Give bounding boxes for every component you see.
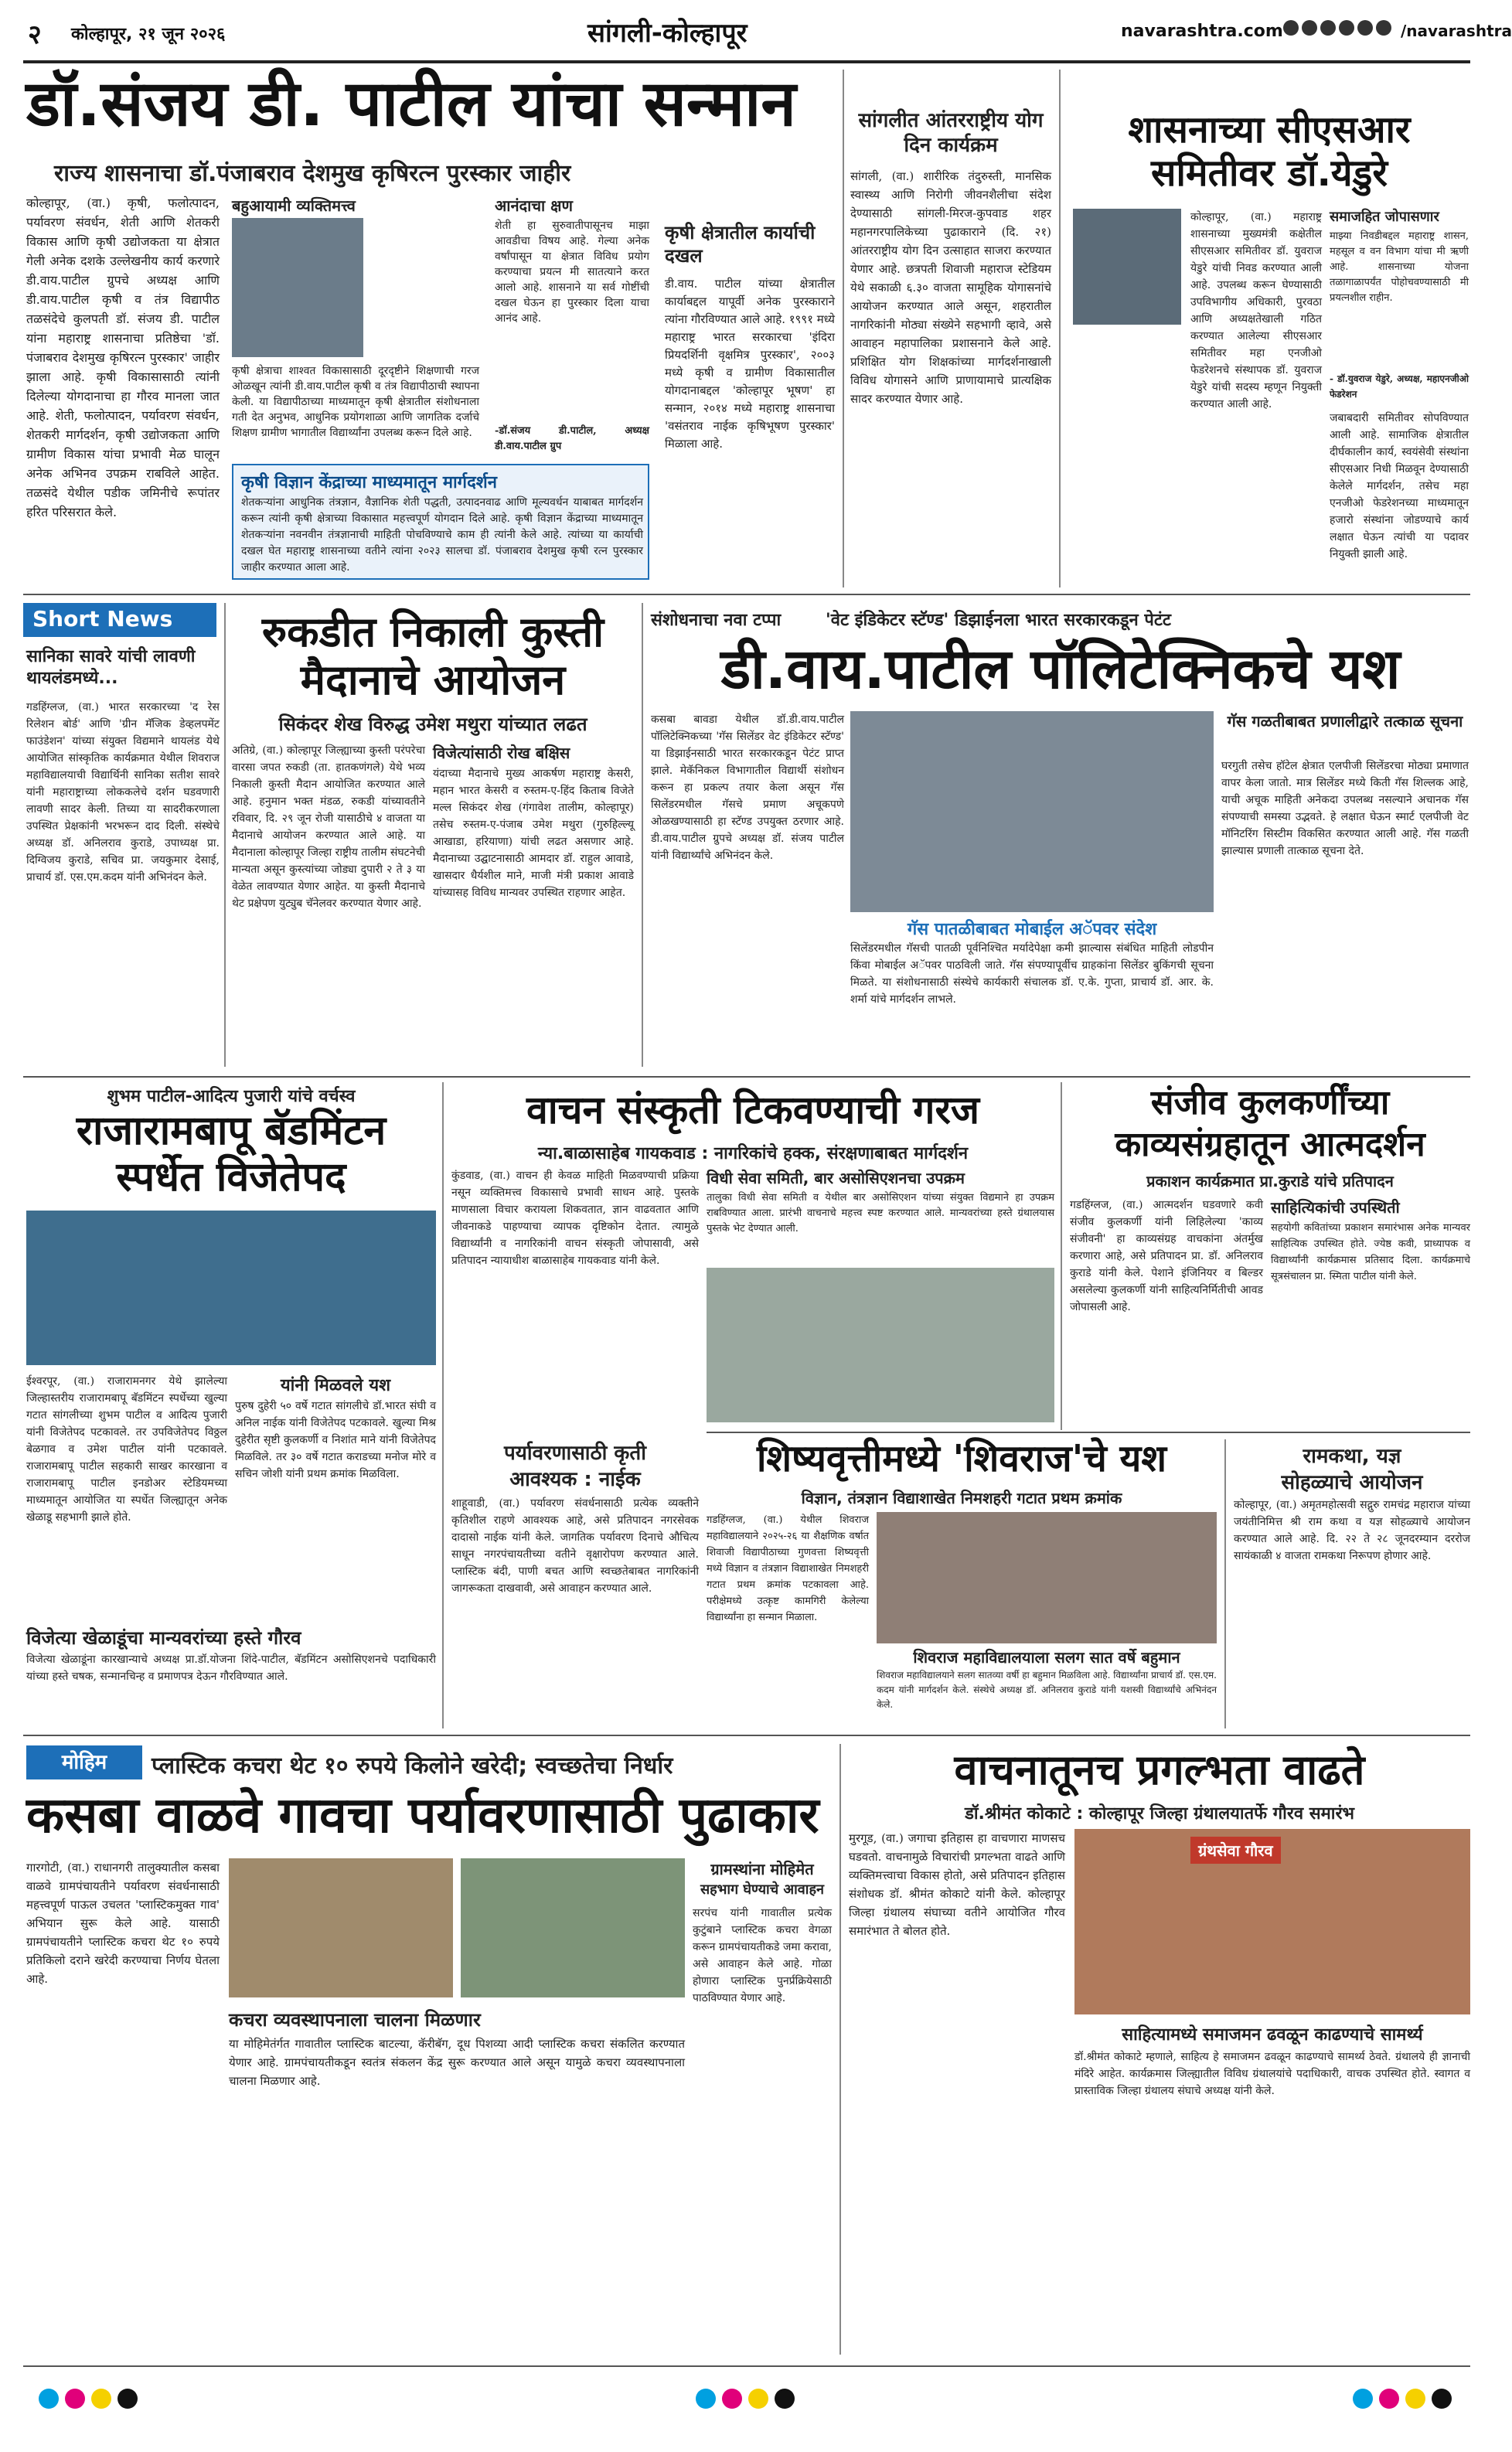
a6-title-line2: स्पर्धेत विजेतेपद [116,1154,346,1200]
divider [642,603,643,1067]
a6-body: ईश्वरपूर, (वा.) राजारामनगर येथे झालेल्या जिल्हास्तरीय राजारामबापू बॅडमिंटन स्पर्धेच्या खुल्या गटात सांगलीच्या शुभम पाटील व आदित्य पुजारी यांनी विजेतेपद पटकावले. तर उपविजेतेपद विठ्ठल बेळगाव व उमेश पाटील यांनी पटकावले. राजारामबापू पाटील सहकारी साखर कारखाना व राजारामबापू पाटील इनडोअर स्टेडियमच्या माध्यमातून आयोजित या स्पर्धेत जिल्ह्यातून अनेक खेळाडू सहभागी झाले होते. [26,1375,227,1524]
a10-photo-right [461,1858,685,1997]
a8-sub-title-line1: रामकथा, यज्ञ [1303,1445,1401,1468]
youtube-icon[interactable] [1357,20,1373,36]
a4-body: अतिग्रे, (वा.) कोल्हापूर जिल्ह्याच्या कुस्ती परंपरेचा वारसा जपत रुकडी (ता. हातकणंगले) येथे भव्य निकाली कुस्ती मैदान आयोजित करण्यात आले आहे. हनुमान भक्त मंडळ, रुकडी यांच्यावतीने रविवार, दि. २९ जून रोजी यासाठीचे ४ वाजता या मैदानाचे आयोजन करण्यात आले आहे. या मैदानाला कोल्हापूर जिल्हा राष्ट्रीय तालीम संघटनेची मान्यता असून कुस्त्यांच्या जोड्या दुपारी २ ते ३ या वेळेत लावण्यात येणार आहेत. या कुस्ती मैदानाचे थेट प्रक्षेपण युट्युब चॅनेलवर करण्यात येणार आहे. [232,744,425,910]
social-handle: /navarashtra [1401,22,1512,40]
a3-title: शासनाच्या सीएसआर समितीवर डॉ.येडुरे [1128,108,1411,195]
a9-caption-body: शिवराज महाविद्यालयाने सलग सातव्या वर्षी हा बहुमान मिळविला आहे. विद्यार्थ्यांना प्राचार्य डॉ. एस.एम. कदम यांनी मार्गदर्शन केले. संस्थेचे अध्यक्ष डॉ. अनिलराव कुराडे यांनी यशस्वी विद्यार्थ्यांचे अभिनंदन केले. [877,1670,1217,1710]
short-news-title: सानिका सावरे यांची लावणी थायलंडमध्ये... [26,647,196,688]
cyan-mark [1353,2389,1373,2409]
instagram-icon[interactable] [1320,20,1336,36]
registration-marks-center [696,2389,801,2412]
divider [1059,70,1061,587]
section-rule [23,1735,1470,1736]
a11-body: मुरगूड, (वा.) जगाचा इतिहास हा वाचणारा माणसच घडवतो. वाचनामुळे विचारांची प्रगल्भता वाढते आणि व्यक्तिमत्त्वाचा विकास होतो, असे प्रतिपादन इतिहास संशोधक डॉ. श्रीमंत कोकाटे यांनी केले. कोल्हापूर जिल्हा ग्रंथालय संघाच्या वतीने आयोजित गौरव समारंभात ते बोलत होते. [849,1831,1065,1938]
a10-banner: प्लास्टिक कचरा थेट १० रुपये किलोने खरेदी; स्वच्छतेचा निर्धार [152,1752,673,1779]
a7-box-body: तालुका विधी सेवा समिती व येथील बार असोसिएशन यांच्या संयुक्त विद्यमाने हा उपक्रम राबविण्यात आला. प्रारंभी वाचनाचे महत्त्व स्पष्ट करण्यात आले. मान्यवरांच्या हस्ते ग्रंथालयास पुस्तके भेट देण्यात आली. [707,1192,1054,1235]
a1-portrait-photo [232,218,363,357]
a8-sub-title-line2: सोहळ्याचे आयोजन [1281,1471,1423,1494]
registration-marks-left [39,2389,144,2412]
a4-subtitle: सिकंदर शेख विरुद्ध उमेश मथुरा यांच्यात लढत [278,713,587,735]
a10-title: कसबा वाळवे गावचा पर्यावरणासाठी पुढाकार [26,1787,819,1844]
a3-quote-sign: - डॉ.युवराज येडुरे, अध्यक्ष, महाएनजीओ फेडरेशन [1330,373,1469,400]
yellow-mark [748,2389,768,2409]
section-rule [23,1076,1470,1078]
a1-col3-heading: आनंदाचा क्षण [495,196,573,215]
telegram-icon[interactable] [1339,20,1354,36]
a11-title: वाचनातूनच प्रगल्भता वाढते [954,1745,1365,1794]
a5-title: डी.वाय.पाटील पॉलिटेक्निकचे यश [720,636,1401,701]
a4-box-heading: विजेत्यांसाठी रोख बक्षिस [433,744,570,762]
a5-photo-caption: गॅस पातळीबाबत मोबाईल अॅपवर संदेश [907,920,1157,939]
a5-kicker: संशोधनाचा नवा टप्पा [651,611,782,630]
a9-title: शिष्यवृत्तीमध्ये 'शिवराज'चे यश [756,1437,1167,1480]
page-number: २ [28,19,42,50]
a8-sub-body: कोल्हापूर, (वा.) अमृतमहोत्सवी सद्गुरु रामचंद्र महाराज यांच्या जयंतीनिमित्त श्री राम कथा व यज्ञ सोहळ्याचे आयोजन करण्यात आले आहे. दि. २२ ते २८ जूनदरम्यान दररोज सायंकाळी ४ वाजता रामकथा निरूपण होणार आहे. [1234,1499,1470,1562]
a8-subtitle: प्रकाशन कार्यक्रमात प्रा.कुराडे यांचे प्रतिपादन [1146,1172,1394,1190]
a11-box-heading: साहित्यामध्ये समाजमन ढवळून काढण्याचे सामर्थ्य [1122,2025,1423,2045]
a10-box-heading-line2: सहभाग घेण्याचे आवाहन [700,1882,825,1898]
a1-col2-body: कृषी क्षेत्राचा शाश्वत विकासासाठी दूरदृष्टीने शिक्षणाची गरज ओळखून त्यांनी डी.वाय.पाटील कृषी व तंत्र विद्यापीठाची स्थापना केली. या विद्यापीठाच्या माध्यमातून कृषी क्षेत्रातील संशोधनाला गती देत अनुभव, आधुनिक प्रयोगशाळा आणि जागतिक दर्जाचे शिक्षण ग्रामीण भागातील विद्यार्थ्यांना उपलब्ध करून दिले आहे. [232,365,479,439]
a7-event-photo [707,1268,1054,1422]
divider [1224,1439,1226,1728]
a7-sub-heading-line1: पर्यावरणासाठी कृती [504,1442,646,1465]
a9-photo-caption: शिवराज महाविद्यालयाला सलग सात वर्षे बहुमान [913,1648,1180,1667]
a5-photo-caption-body: सिलेंडरमधील गॅसची पातळी पूर्वनिश्चित मर्यादेपेक्षा कमी झाल्यास संबंधित माहिती लोडपीन किंवा मोबाईल अॅपवर पाठविली जाते. गॅस संपण्यापूर्वीच ग्राहकांना सिलेंडर बुकिंगची सूचना मिळते. या संशोधनासाठी संस्थेचे कार्यकारी संचालक डॉ. ए.के. गुप्ता, प्राचार्य डॉ. आर. के. शर्मा यांचे मार्गदर्शन लाभले. [850,942,1214,1006]
short-news-body: गडहिंग्लज, (वा.) भारत सरकारच्या 'द रेस रिलेशन बोर्ड' आणि 'ग्रीन मॅजिक डेव्हलपमेंट फाउंडेशन' यांच्या संयुक्त विद्यमाने थायलंड येथे आयोजित सांस्कृतिक कार्यक्रमात येथील शिवराज महाविद्यालयाची विद्यार्थिनी सानिका सतीश सावरे यांनी महाराष्ट्राच्या लोककलेचे दर्शन घडवणारी लावणी सादर केली. तिच्या या सादरीकरणाला उपस्थित प्रेक्षकांनी भरभरून दाद दिली. संस्थेचे अध्यक्ष डॉ. अनिलराव कुराडे, उपाध्यक्ष प्रा. दिग्विजय कुराडे, सचिव प्रा. जयकुमार देसाई, प्राचार्य डॉ. एस.एम.कदम यांनी अभिनंदन केले. [26,701,220,884]
a1-body: कोल्हापूर, (वा.) कृषी, फलोत्पादन, पर्यावरण संवर्धन, शेती आणि शेतकरी विकास आणि कृषी उद्योजकता या क्षेत्रात गेली अनेक दशके उल्लेखनीय कार्य करणारे डी.वाय.पाटील ग्रुपचे अध्यक्ष आणि डी.वाय.पाटील कृषी व तंत्र विद्यापीठ तळसंदेचे कुलपती डॉ. संजय डी. पाटील यांना महाराष्ट्र शासनाचा प्रतिष्ठेचा 'डॉ. पंजाबराव देशमुख कृषिरत्न पुरस्कार' जाहीर झाला आहे. कृषी विकासासाठी त्यांनी दिलेल्या योगदानाचा हा गौरव मानला जात आहे. शेती, फलोत्पादन, पर्यावरण संवर्धन, शेतकरी मार्गदर्शन, कृषी उद्योजकता आणि ग्रामीण विकास यांचा प्रभावी मेळ घालून अनेक अभिनव उपक्रम राबविले आहेत. तळसंदे येथील पडीक जमिनीचे रूपांतर हरित परिसरात केले. [26,196,220,519]
a9-body: गडहिंग्लज, (वा.) येथील शिवराज महाविद्यालयाने २०२५-२६ या शैक्षणिक वर्षात शिवाजी विद्यापीठाच्या गुणवत्ता शिष्यवृत्ती मध्ये विज्ञान व तंत्रज्ञान विद्याशाखेत निमशहरी गटात प्रथम क्रमांक पटकावला आहे. परीक्षेमध्ये उत्कृष्ट कामगिरी केलेल्या विद्यार्थ्यांना हा सन्मान मिळाला. [707,1514,869,1623]
a1-col2-heading: बहुआयामी व्यक्तिमत्त्व [232,196,356,215]
a8-title-line1: संजीव कुलकर्णींच्या [1150,1083,1390,1122]
a1-col3-quote: शेती हा सुरुवातीपासूनच माझा आवडीचा विषय आहे. गेल्या अनेक वर्षांपासून या क्षेत्रात विविध प्रयोग करण्याचा प्रयत्न मी सातत्याने करत आलो आहे. शासनाने या सर्व गोष्टींची दखल घेऊन हा पुरस्कार दिला याचा आनंद आहे. [495,220,649,325]
social-icons [1283,20,1395,39]
a6-winners-body: पुरुष दुहेरी ५० वर्षे गटात सांगलीचे डॉ.भारत संघी व अनिल नाईक यांनी विजेतेपद पटकावले. खुल्या मिश्र दुहेरीत सृष्टी कुलकर्णी व निशांत माने यांनी विजेतेपद मिळविले. तर ३० वर्षे गटात कराडच्या मनोज मोरे व सचिन जोशी यांनी प्रथम क्रमांक मिळविला. [235,1400,436,1480]
a3-kicker: समाजहित जोपासणार [1330,209,1439,225]
section-rule [707,1432,1470,1433]
footer-rule [23,2365,1470,2367]
a3-body2: जबाबदारी समितीवर सोपविण्यात आली आहे. सामाजिक क्षेत्रातील दीर्घकालीन कार्य, स्वयंसेवी संस्थांना सीएसआर निधी मिळवून देण्यासाठी केलेले मार्गदर्शन, तसेच महा एनजीओ फेडरेशनच्या माध्यमातून हजारो संस्थांना जोडण्याचे कार्य लक्षात घेऊन त्यांची या पदावर नियुक्ती झाली आहे. [1330,412,1469,560]
a5-body: कसबा बावडा येथील डॉ.डी.वाय.पाटील पॉलिटेक्निकच्या 'गॅस सिलेंडर वेट इंडिकेटर स्टॅण्ड' या डिझाईनसाठी भारत सरकारकडून पेटंट प्राप्त झाले. मेकॅनिकल विभागातील विद्यार्थी संशोधन करून हा प्रकल्प तयार केला असून गॅस सिलेंडरमधील गॅसचे प्रमाण अचूकपणे ओळखण्यासाठी हा स्टॅण्ड उपयुक्त ठरणार आहे. डी.वाय.पाटील ग्रुपचे अध्यक्ष डॉ. संजय पाटील यांनी विद्यार्थ्यांचे अभिनंदन केले. [651,713,844,862]
twitter-icon[interactable] [1302,20,1317,36]
a10-box-heading-line1: ग्रामस्थांना मोहिमेत [710,1860,814,1878]
a1-banner [232,464,649,580]
a5-group-photo [850,711,1214,912]
a11-event-photo [1074,1829,1470,2014]
a1-banner-heading: कृषी विज्ञान केंद्राच्या माध्यमातून मार्गदर्शन [241,473,497,492]
a8-box-heading: साहित्यिकांची उपस्थिती [1271,1198,1400,1217]
a7-body: कुंडवाड, (वा.) वाचन ही केवळ माहिती मिळवण्याची प्रक्रिया नसून व्यक्तिमत्त्व विकासाचे प्रभावी साधन आहे. पुस्तके माणसाला विचार करायला शिकवतात, ज्ञान वाढवतात आणि जीवनाकडे पाहण्याचा व्यापक दृष्टिकोन देतात. त्यामुळे विद्यार्थ्यांनी व नागरिकांनी वाचन संस्कृती जोपासावी, असे प्रतिपादन न्यायाधीश बाळासाहेब गायकवाड यांनी केले. [451,1170,699,1267]
a7-box-heading: विधी सेवा समिती, बार असोसिएशनचा उपक्रम [707,1169,965,1187]
section-rule [23,594,1470,595]
black-mark [117,2389,138,2409]
a1-col4-heading: कृषी क्षेत्रातील कार्याची दखल [665,222,816,267]
site-url[interactable]: navarashtra.com [1121,22,1283,41]
a10-body: गारगोटी, (वा.) राधानगरी तालुक्यातील कसबा वाळवे ग्रामपंचायतीने पर्यावरण संवर्धनासाठी महत्त्वपूर्ण पाऊल उचलत 'प्लास्टिकमुक्त गाव' अभियान सुरू केले आहे. यासाठी ग्रामपंचायतीने प्लास्टिक कचरा थेट १० रुपये प्रतिकिलो दराने खरेदी करण्याचा निर्णय घेतला आहे. [26,1861,220,1986]
divider [442,1082,444,1728]
a1-banner-body: शेतकऱ्यांना आधुनिक तंत्रज्ञान, वैज्ञानिक शेती पद्धती, उत्पादनवाढ आणि मूल्यवर्धन याबाबत मार्गदर्शन करून त्यांनी कृषी क्षेत्राच्या विकासात महत्त्वपूर्ण योगदान दिले आहे. कृषी विज्ञान केंद्राच्या माध्यमातून शेतकऱ्यांना नवनवीन तंत्रज्ञानाची माहिती पोचविण्याचे काम ही त्यांनी केले आहे. त्यांच्या या कार्याची दखल घेत महाराष्ट्र शासनाच्या वतीने त्यांना २०२३ सालचा डॉ. पंजाबराव देशमुख कृषी रत्न पुरस्कार जाहीर करण्यात आला आहे. [241,496,643,574]
a3-portrait-photo [1073,209,1181,325]
magenta-mark [65,2389,85,2409]
short-news-label: Short News [23,603,216,637]
a10-tag: मोहिम [26,1745,142,1779]
a4-box-body: यंदाच्या मैदानाचे मुख्य आकर्षण महाराष्ट्र केसरी, महान भारत केसरी व रुस्तम-ए-हिंद किताब विजेते मल्ल सिकंदर शेख (गंगावेश तालीम, कोल्हापूर) तसेच रुस्तम-ए-पंजाब उमेश मथुरा (गुरुहिल्ल्यू आखाडा, हरियाणा) यांची लढत असणार आहे. मैदानाच्या उद्घाटनासाठी आमदार डॉ. राहुल आवाडे, खासदार धैर्यशील माने, माजी मंत्री प्रकाश आवाडे यांच्यासह विविध मान्यवर उपस्थित राहणार आहेत. [433,768,634,899]
a11-subtitle: डॉ.श्रीमंत कोकाटे : कोल्हापूर जिल्हा ग्रंथालयातर्फे गौरव समारंभ [965,1804,1354,1824]
a1-col4-body: डी.वाय. पाटील यांच्या क्षेत्रातील कार्याबद्दल यापूर्वी अनेक पुरस्काराने त्यांना गौरविण्यात आले आहे. १९९१ मध्ये महाराष्ट्र भारत सरकारचा 'इंदिरा प्रियदर्शिनी वृक्षमित्र पुरस्कार', २००३ मध्ये कृषी व ग्रामीण विकासातील योगदानाबद्दल 'कोल्हापूर भूषण' हा सन्मान, २०१४ मध्ये महाराष्ट्र शासनाचा 'वसंतराव नाईक कृषिभूषण पुरस्कार' मिळाला आहे. [665,277,836,451]
header-rule [23,60,1470,63]
a10-box-body: सरपंच यांनी गावातील प्रत्येक कुटुंबाने प्लास्टिक कचरा वेगळा करून ग्रामपंचायतीकडे जमा करावा, असे आवाहन केले आहे. गोळा होणारा प्लास्टिक पुनर्प्रक्रियेसाठी पाठविण्यात येणार आहे. [693,1907,832,2004]
cyan-mark [696,2389,716,2409]
a1-title: डॉ.संजय डी. पाटील यांचा सन्मान [26,67,796,141]
registration-marks-right [1353,2389,1458,2412]
a4-title-line2: मैदानाचे आयोजन [300,656,566,704]
a11-box-body: डॉ.श्रीमंत कोकाटे म्हणाले, साहित्य हे समाजमन ढवळून काढण्याचे सामर्थ्य ठेवते. ग्रंथालये ही ज्ञानाची मंदिरे आहेत. कार्यक्रमास जिल्ह्यातील विविध ग्रंथालयांचे पदाधिकारी, वाचक उपस्थित होते. स्वागत व प्रास्ताविक जिल्हा ग्रंथालय संघाचे अध्यक्ष यांनी केले. [1074,2051,1470,2097]
a6-footer-heading: विजेत्या खेळाडूंचा मान्यवरांच्या हस्ते गौरव [26,1627,301,1649]
a8-title-line2: काव्यसंग्रहातून आत्मदर्शन [1115,1125,1425,1164]
a7-sub-heading-line2: आवश्यक : नाईक [509,1468,641,1491]
a1-subtitle: राज्य शासनाचा डॉ.पंजाबराव देशमुख कृषिरत्न पुरस्कार जाहीर [54,160,571,187]
a5-side-body: घरगुती तसेच हॉटेल क्षेत्रात एलपीजी सिलेंडरचा मोठ्या प्रमाणात वापर केला जातो. मात्र सिलेंडर मध्ये किती गॅस शिल्लक आहे, याची अचूक माहिती अनेकदा उपलब्ध नसल्याने अचानक गॅस संपण्याची समस्या उद्भवते. हे लक्षात घेऊन स्मार्ट एलपीजी वेट मॉनिटरिंग सिस्टीम विकसित करण्यात आली आहे. गॅस गळती झाल्यास प्रणाली तात्काळ सूचना देते. [1221,760,1469,857]
a4-title-line1: रुकडीत निकाली कुस्ती [261,608,604,656]
divider [839,1744,841,2355]
divider [1061,1082,1062,1430]
cyan-mark [39,2389,59,2409]
a2-body: सांगली, (वा.) शारीरिक तंदुरुस्ती, मानसिक स्वास्थ्य आणि निरोगी जीवनशैलीचा संदेश देण्यासाठी सांगली-मिरज-कुपवाड शहर महानगरपालिकेच्या पुढाकाराने (दि. २१) आंतरराष्ट्रीय योग दिन उत्साहात साजरा करण्यात येणार आहे. छत्रपती शिवाजी महाराज स्टेडियम येथे सकाळी ६.३० वाजता सामूहिक योगासनांचे आयोजन करण्यात आले असून, शहरातील नागरिकांनी मोठ्या संख्येने सहभागी व्हावे, असे आवाहन महापालिका प्रशासनाने केले आहे. प्रशिक्षित योग शिक्षकांच्या मार्गदर्शनाखाली विविध योगासने आणि प्राणायामाचे प्रात्यक्षिक सादर करण्यात येणार आहे. [850,169,1051,406]
a11-photo-banner: ग्रंथसेवा गौरव [1190,1837,1281,1864]
a10-photo-left [229,1858,453,1997]
a8-box-body: सहयोगी कवितांच्या प्रकाशन समारंभास अनेक मान्यवर साहित्यिक उपस्थित होते. ज्येष्ठ कवी, प्राध्यापक व विद्यार्थ्यांनी कार्यक्रमास प्रतिसाद दिला. कार्यक्रमाचे सूत्रसंचालन प्रा. स्मिता पाटील यांनी केले. [1271,1222,1470,1282]
linkedin-icon[interactable] [1376,20,1391,36]
a3-quote: माझ्या निवडीबद्दल महाराष्ट्र शासन, महसूल व वन विभाग यांचा मी ऋणी आहे. शासनाच्या योजना तळागाळापर्यंत पोहोचवण्यासाठी मी प्रयत्नशील राहीन. [1330,230,1469,304]
yellow-mark [91,2389,111,2409]
a6-winners-heading: यांनी मिळवले यश [280,1376,391,1395]
page-date: कोल्हापूर, २१ जून २०२६ [71,25,226,44]
a5-side-heading: गॅस गळतीबाबत प्रणालीद्वारे तत्काळ सूचना [1227,712,1463,730]
page-header [0,0,1512,60]
black-mark [775,2389,795,2409]
a9-subtitle: विज्ञान, तंत्रज्ञान विद्याशाखेत निमशहरी गटात प्रथम क्रमांक [801,1489,1122,1507]
a6-kicker: शुभम पाटील-आदित्य पुजारी यांचे वर्चस्व [107,1087,356,1106]
facebook-icon[interactable] [1283,20,1299,36]
a3-body: कोल्हापूर, (वा.) महाराष्ट्र शासनाच्या मुख्यमंत्री कक्षेतील सीएसआर समितीवर डॉ. युवराज येडुरे यांची निवड करण्यात आली आहे. उपलब्ध करून घेण्यासाठी उपविभागीय अधिकारी, पुरवठा आणि अध्यक्षतेखाली गठित करण्यात आलेल्या सीएसआर समितीवर महा एनजीओ फेडरेशनचे संस्थापक डॉ. युवराज येडुरे यांची सदस्य म्हणून नियुक्ती करण्यात आली आहे. [1190,211,1322,410]
magenta-mark [1379,2389,1399,2409]
a2-title: सांगलीत आंतरराष्ट्रीय योग दिन कार्यक्रम [858,109,1044,157]
a6-players-photo [26,1211,436,1365]
divider [224,603,226,1067]
a5-kicker-title: 'वेट इंडिकेटर स्टॅण्ड' डिझाईनला भारत सरकारकडून पेटंट [826,611,1172,630]
a10-sub-heading: कचरा व्यवस्थापनाला चालना मिळणार [229,2009,481,2031]
a1-col3-sign: -डॉ.संजय डी.पाटील, अध्यक्ष डी.वाय.पाटील ग्रुप [495,425,649,452]
a7-subtitle: न्या.बाळासाहेब गायकवाड : नागरिकांचे हक्क, संरक्षणाबाबत मार्गदर्शन [537,1144,969,1163]
magenta-mark [722,2389,742,2409]
divider [843,70,844,587]
a8-body: गडहिंग्लज, (वा.) आत्मदर्शन घडवणारे कवी संजीव कुलकर्णी यांनी लिहिलेल्या 'काव्य संजीवनी' हा काव्यसंग्रह वाचकांना अंतर्मुख करणारा आहे, असे प्रतिपादन प्रा. डॉ. अनिलराव कुराडे यांनी केले. पेशाने इंजिनियर व बिल्डर असलेल्या कुलकर्णी यांनी साहित्यनिर्मितीची आवड जोपासली आहे. [1070,1199,1263,1313]
a9-group-photo [877,1512,1217,1643]
a7-sub-body: शाहूवाडी, (वा.) पर्यावरण संवर्धनासाठी प्रत्येक व्यक्तीने कृतिशील राहणे आवश्यक आहे, असे प्रतिपादन नगरसेवक दादासो नाईक यांनी केले. जागतिक पर्यावरण दिनाचे औचित्य साधून नगरपंचायतीच्या वतीने वृक्षारोपण करण्यात आले. प्लास्टिक बंदी, पाणी बचत आणि स्वच्छतेबाबत नागरिकांनी जागरूकता दाखवावी, असे आवाहन करण्यात आले. [451,1497,699,1595]
black-mark [1432,2389,1452,2409]
a6-title-line1: राजारामबापू बॅडमिंटन [76,1108,387,1154]
a10-sub-body: या मोहिमेतंर्गत गावातील प्लास्टिक बाटल्या, कॅरीबॅग, दूध पिशव्या आदी प्लास्टिक कचरा संकलित करण्यात येणार आहे. ग्रामपंचायतीकडून स्वतंत्र संकलन केंद्र सुरू करण्यात आले असून यामुळे कचरा व्यवस्थापनाला चालना मिळणार आहे. [229,2037,685,2088]
section-title: सांगली-कोल्हापूर [587,18,747,49]
a7-title: वाचन संस्कृती टिकवण्याची गरज [526,1088,980,1132]
a6-footer-body: विजेत्या खेळाडूंना कारखान्याचे अध्यक्ष प्रा.डॉ.योजना शिंदे-पाटील, बॅडमिंटन असोसिएशनचे पदाधिकारी यांच्या हस्ते चषक, सन्मानचिन्ह व प्रमाणपत्र देऊन गौरविण्यात आले. [26,1653,436,1683]
yellow-mark [1405,2389,1425,2409]
